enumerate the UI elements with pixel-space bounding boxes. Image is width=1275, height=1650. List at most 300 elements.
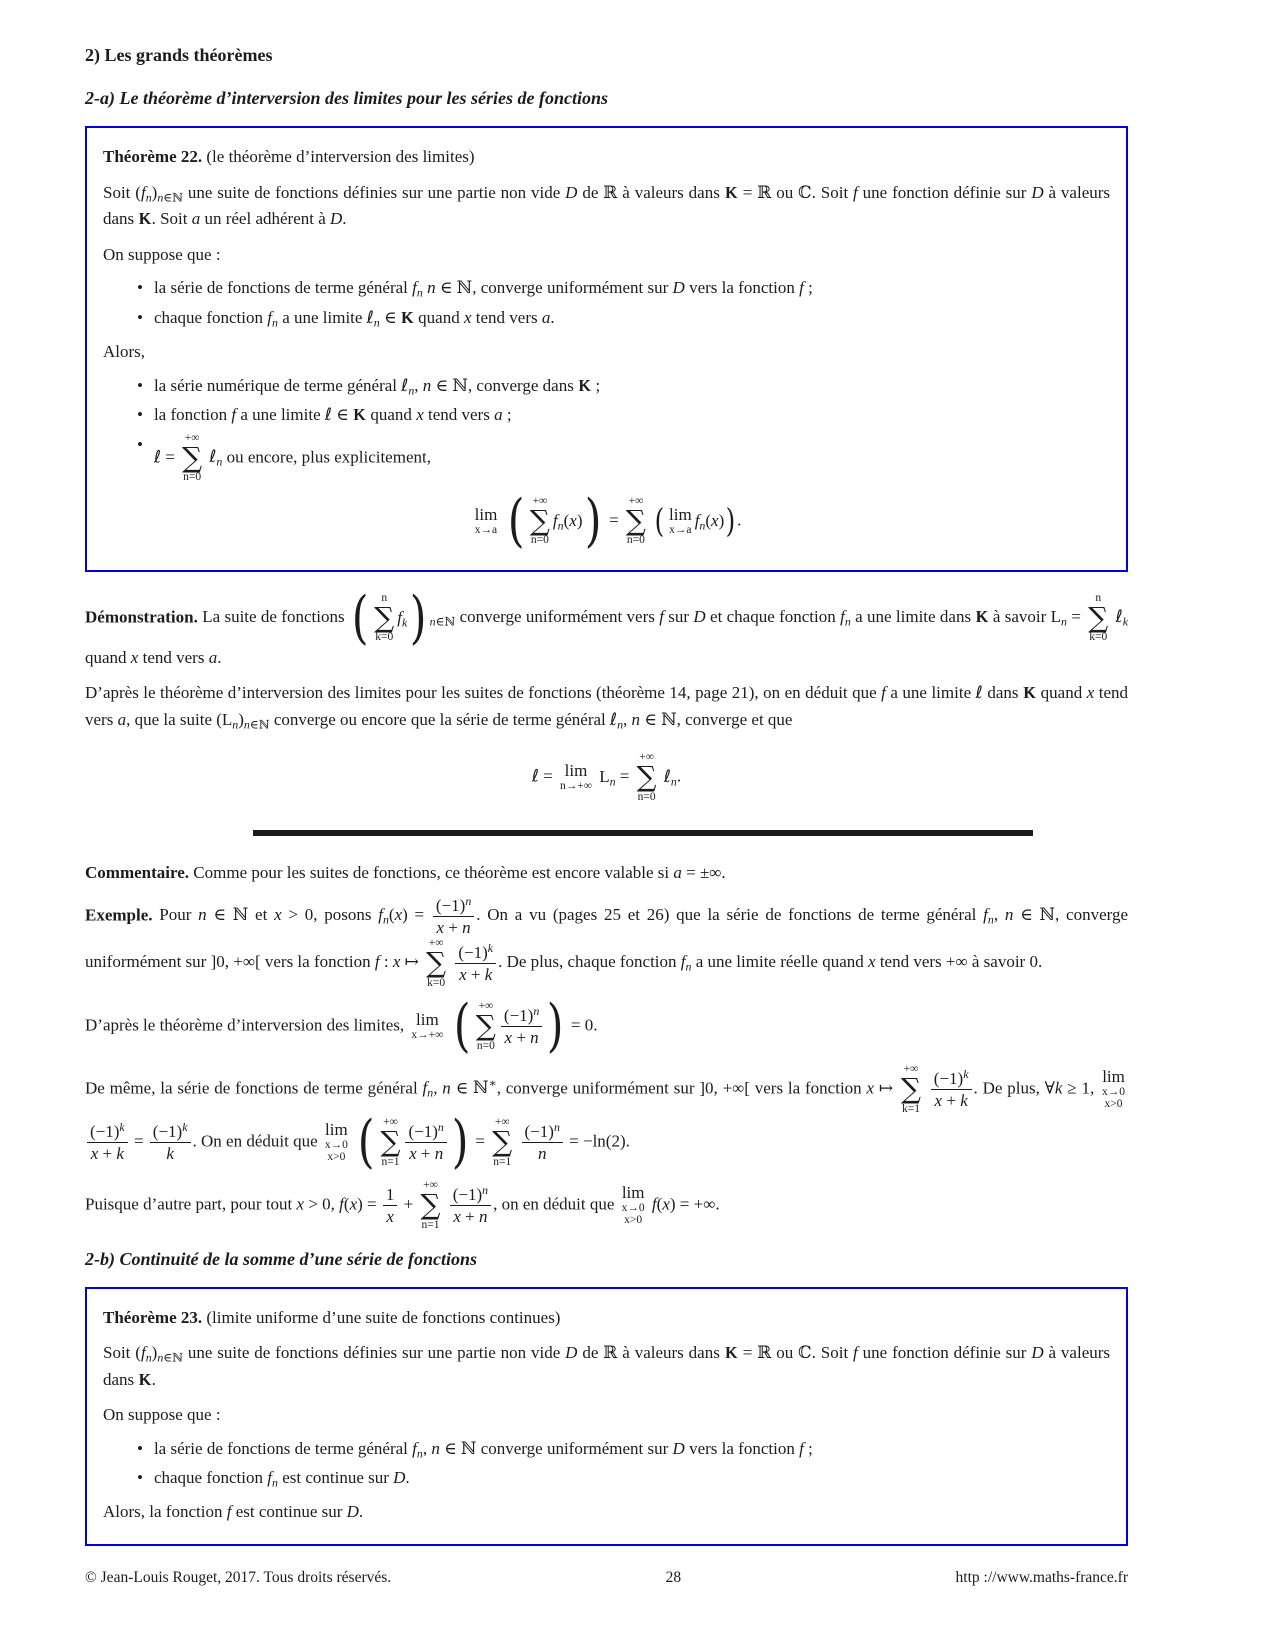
demonstration-paragraph: [85, 584, 1129, 671]
math-variable: n: [844, 614, 851, 629]
sigma-symbol: ∑: [374, 600, 395, 634]
superscript: [554, 1120, 560, 1134]
math-variable: x: [416, 405, 424, 424]
math-variable: f: [853, 182, 858, 202]
double-struck-letter: ℕ: [258, 717, 270, 732]
text-run: ∈: [163, 190, 173, 205]
math-variable: D: [330, 209, 343, 228]
text-run: =: [604, 509, 623, 529]
math-variable: x: [934, 1090, 943, 1110]
double-struck-letter: ℕ: [172, 1350, 183, 1365]
math-variable: x: [436, 917, 445, 937]
sigma-symbol: ∑: [475, 1008, 496, 1042]
text-run: (−1): [90, 1121, 120, 1141]
text-run: ) =: [402, 905, 431, 925]
text-run: la série de fonctions de terme général: [153, 1438, 413, 1458]
text-run: +: [466, 964, 485, 984]
blackboard-k: K: [1023, 683, 1037, 703]
sum-lower-bound: n=0: [626, 534, 645, 547]
text-run: ,: [433, 1078, 443, 1098]
parenthesized-group: ( n ∑ k=0 $f_k$ ): [351, 584, 427, 652]
sum-upper-bound: +∞: [478, 999, 494, 1012]
text-run: ;: [591, 375, 601, 395]
text-run: ou: [771, 1343, 799, 1363]
page-footer: [85, 1566, 1128, 1589]
text-run: .: [405, 1468, 410, 1488]
text-run: la fonction: [153, 405, 232, 424]
sum-operator: [626, 495, 646, 548]
demonstration-paragraph-2: [85, 680, 1128, 733]
math-variable: n: [373, 315, 380, 330]
text-run: =: [160, 446, 180, 466]
double-struck-letter: ℓ: [531, 766, 539, 787]
math-variable: n: [533, 1003, 540, 1018]
lim-word: lim: [325, 1119, 348, 1139]
numerator: [522, 1119, 563, 1142]
limit-condition: x>0: [624, 1214, 643, 1227]
text-run: +: [416, 1143, 435, 1163]
text-run: ∈: [163, 1350, 173, 1365]
math-variable: n: [145, 1350, 152, 1365]
double-struck-letter: ℝ: [757, 1343, 772, 1364]
text-run: Soit: [103, 1343, 136, 1363]
sum-operator: [530, 495, 550, 548]
text-run: (: [656, 1194, 663, 1214]
math-variable: D: [672, 1438, 685, 1458]
subsection-heading-2a: 2-a) Le théorème d’interversion des limites pour les séries de fonctions: [85, 88, 608, 108]
fraction: [405, 1119, 446, 1163]
theorem-22-display-equation: [103, 487, 1110, 555]
demonstration-label: Démonstration.: [85, 606, 198, 626]
text-run: converge ou encore que la série de terme général: [269, 709, 611, 729]
limit-condition: x→+∞: [411, 1028, 444, 1041]
denominator: [405, 1142, 446, 1163]
text-run: La suite de fonctions: [197, 606, 349, 626]
text-run: .: [217, 647, 222, 667]
lim-word: lim: [621, 1182, 645, 1202]
limit-operator: [622, 1184, 645, 1227]
math-variable: k: [401, 615, 408, 630]
math-variable: n: [478, 1206, 488, 1226]
text-run: =: [471, 1131, 490, 1151]
text-run: > 0, posons: [281, 905, 379, 925]
text-run: (−1): [435, 895, 466, 915]
text-run: ∈: [1013, 905, 1040, 925]
math-variable: n: [216, 454, 223, 469]
text-run: (−1): [933, 1068, 964, 1088]
text-run: Comme pour les suites de fonctions, ce théorème est encore valable si: [189, 863, 674, 883]
sigma-symbol: ∑: [380, 1125, 401, 1158]
theorem-23-box: [85, 1287, 1128, 1547]
subscripted-expression: [412, 1438, 423, 1461]
text-run: +: [444, 917, 463, 937]
math-variable: n: [408, 383, 415, 398]
text-run: une fonction définie sur: [857, 1343, 1032, 1363]
text-run: ∈: [435, 614, 445, 629]
theorem-23-label: Théorème 23.: [103, 1307, 203, 1327]
text-run: (: [343, 1194, 350, 1214]
sum-upper-bound: +∞: [184, 431, 200, 444]
text-run: ∈: [331, 405, 353, 424]
text-run: quand: [413, 307, 464, 327]
superscript: [482, 1183, 488, 1197]
text-run: dans: [982, 683, 1024, 703]
text-run: +: [942, 1090, 961, 1110]
text-run: (−1): [408, 1121, 438, 1141]
math-variable: f: [694, 511, 700, 531]
exemple-label: Exemple.: [85, 905, 153, 925]
math-variable: x: [90, 1143, 99, 1163]
double-struck-letter: ℓ: [366, 307, 374, 328]
denominator: [450, 1205, 491, 1226]
subscripted-expression: [610, 709, 624, 732]
text-run: converge uniformément vers: [455, 606, 660, 626]
text-run: +: [460, 1206, 479, 1226]
footer-url: http ://www.maths-france.fr: [955, 1569, 1128, 1586]
text-run: ou encore, plus explicitement,: [222, 446, 431, 466]
numerator: [150, 1119, 191, 1142]
subscripted-expression: [135, 1343, 183, 1365]
numerator: [87, 1119, 128, 1142]
numerator: [931, 1066, 972, 1089]
text-run: ou: [771, 182, 799, 202]
sum-upper-bound: n: [1095, 591, 1102, 604]
superscript: [489, 1076, 497, 1090]
text-run: =: [615, 766, 634, 786]
text-run: tend vers +∞ à savoir 0.: [875, 952, 1043, 972]
denominator: [455, 963, 496, 984]
math-variable: D: [346, 1501, 359, 1521]
text-run: +: [512, 1027, 531, 1047]
text-run: =: [737, 182, 758, 202]
math-variable: f: [552, 511, 558, 531]
sum-operator: [901, 1063, 921, 1116]
subscripted-expression: [243, 710, 270, 732]
math-variable: n: [271, 1475, 278, 1490]
sum-upper-bound: +∞: [903, 1062, 919, 1075]
math-variable: n: [157, 1350, 164, 1365]
sum-lower-bound: n=1: [381, 1155, 400, 1168]
superscripted-expression: [458, 940, 494, 962]
math-variable: n: [429, 614, 436, 629]
math-variable: a: [191, 209, 201, 228]
text-run: D’après le théorème d’interversion des limites,: [85, 1015, 409, 1035]
superscripted-expression: [473, 1078, 497, 1097]
text-run: à valeurs dans: [617, 1343, 725, 1363]
sum-lower-bound: k=0: [375, 631, 394, 644]
math-variable: n: [465, 893, 472, 908]
fraction: [450, 1182, 491, 1226]
superscript: [182, 1120, 187, 1134]
math-variable: x: [463, 307, 472, 327]
demonstration-equation: [85, 751, 1128, 804]
math-variable: f: [799, 278, 804, 297]
numerator: [501, 1003, 542, 1026]
subscripted-expression: [267, 1468, 278, 1490]
math-variable: f: [267, 307, 272, 327]
lim-word: lim: [474, 504, 498, 524]
subscripted-expression: [840, 606, 851, 629]
math-variable: k: [166, 1143, 174, 1163]
subscript: [244, 717, 270, 731]
math-variable: f: [881, 683, 886, 703]
theorem-22-subtitle: (le théorème d’interversion des limites): [202, 147, 475, 166]
theorem-22-label: Théorème 22.: [103, 147, 203, 166]
text-run: ↦: [400, 952, 424, 972]
subscripted-expression: [209, 446, 223, 469]
double-struck-letter: ℕ: [452, 375, 468, 396]
text-run: a une limite dans: [850, 606, 976, 626]
text-run: . Soit: [811, 1343, 854, 1363]
text-run: ∈: [249, 717, 259, 732]
subscripted-expression: [412, 278, 423, 300]
text-run: (: [563, 511, 570, 531]
lim-word: lim: [564, 761, 588, 781]
math-variable: n: [442, 1078, 451, 1098]
math-variable: a: [541, 307, 551, 327]
text-run: est continue sur: [231, 1501, 347, 1521]
subscripted-expression: [349, 584, 456, 652]
sum-operator: [426, 937, 446, 990]
math-variable: n: [434, 1143, 444, 1163]
math-variable: f: [140, 182, 146, 202]
math-variable: f: [422, 1078, 428, 1098]
text-run: sur: [663, 606, 694, 626]
theorem-22-title: [103, 144, 1110, 170]
text-run: (L: [216, 709, 233, 729]
lim-word: lim: [669, 504, 692, 524]
sigma-symbol: ∑: [426, 945, 447, 979]
text-run: (: [705, 511, 712, 531]
math-variable: n: [553, 1119, 560, 1134]
text-run: ,: [993, 905, 1005, 925]
parenthesized-group: ( lim x→a $f_n$ ( x ) ): [654, 501, 736, 541]
lim-word: lim: [1102, 1066, 1125, 1086]
sum-lower-bound: k=0: [1089, 631, 1108, 644]
numerator: [455, 940, 496, 963]
subscripted-expression: [397, 605, 407, 631]
text-run: .: [342, 209, 347, 228]
limit-condition: x→a: [669, 523, 692, 536]
text-run: , converge uniformément sur ]0, +∞[ vers la fonction: [496, 1078, 867, 1098]
math-variable: x: [1086, 683, 1095, 703]
limit-condition: x>0: [327, 1151, 346, 1164]
denominator: [522, 1142, 563, 1163]
exemple-paragraph-4: [85, 1179, 1128, 1232]
math-variable: f: [412, 278, 417, 297]
sum-lower-bound: n=0: [476, 1039, 495, 1052]
math-variable: f: [659, 606, 664, 626]
double-struck-letter: ℕ: [460, 1438, 477, 1459]
text-run: . Soit: [811, 182, 854, 202]
subscripted-expression: [216, 710, 232, 729]
math-variable: f: [231, 405, 237, 424]
denominator: [931, 1089, 972, 1110]
double-struck-letter: ℓ: [401, 375, 409, 396]
text-run: .: [358, 1501, 364, 1521]
math-variable: n: [382, 912, 389, 927]
double-struck-letter: ℝ: [757, 182, 772, 203]
math-variable: a: [208, 647, 218, 667]
limit-condition: x→0: [621, 1201, 645, 1214]
subscript: [430, 615, 456, 629]
text-run: la série numérique de terme général: [153, 375, 402, 395]
sigma-symbol: ∑: [625, 503, 646, 537]
sigma-symbol: ∑: [900, 1071, 921, 1105]
subscript: [417, 286, 423, 300]
text-run: = ±∞.: [681, 863, 726, 883]
denominator: [501, 1026, 542, 1047]
text-run: . De plus, chaque fonction: [498, 952, 681, 972]
superscript: [963, 1067, 968, 1081]
denominator: [433, 916, 474, 937]
double-struck-letter: ℓ: [975, 683, 983, 704]
limit-operator: [475, 506, 498, 536]
text-run: ;: [502, 405, 512, 424]
sigma-symbol: ∑: [182, 440, 203, 474]
text-run: (−1): [152, 1121, 183, 1141]
math-variable: n: [1004, 905, 1014, 925]
text-run: , que la suite: [126, 709, 217, 729]
math-variable: k: [116, 1143, 124, 1163]
math-variable: f: [378, 905, 383, 925]
math-variable: x: [409, 1143, 417, 1163]
double-struck-letter: ℓ: [153, 446, 161, 467]
text-run: ≥ 1,: [1062, 1078, 1100, 1098]
sum-lower-bound: k=1: [901, 1102, 920, 1115]
text-run: vers la fonction: [684, 1438, 800, 1458]
text-run: à valeurs dans: [103, 1343, 1111, 1389]
text-run: la série de fonctions de terme général: [153, 278, 413, 297]
parenthesized-group: ( +∞ ∑ n=0 $\frac{(-1)^n}{x + n}$ ): [453, 992, 564, 1060]
theorem-23-conclusion: [103, 1499, 1110, 1525]
text-run: +: [399, 1194, 418, 1214]
sum-lower-bound: n=1: [493, 1155, 512, 1168]
math-variable: f: [983, 905, 988, 925]
math-variable: n: [987, 912, 994, 927]
math-variable: n: [232, 717, 239, 732]
math-variable: f: [799, 1438, 804, 1458]
math-variable: k: [1122, 614, 1129, 629]
subsection-heading-2b: 2-b) Continuité de la somme d’une série de fonctions: [85, 1248, 478, 1269]
sigma-symbol: ∑: [420, 1188, 441, 1222]
sum-upper-bound: +∞: [639, 751, 654, 764]
subscripted-expression: [680, 952, 692, 974]
math-variable: n: [422, 375, 432, 395]
text-run: L: [1050, 606, 1062, 626]
commentaire-paragraph: [85, 860, 1128, 886]
text-run: Puisque d’autre part, pour tout: [85, 1194, 297, 1214]
text-run: =: [737, 1343, 758, 1363]
exemple-paragraph-1: [85, 893, 1129, 990]
limit-operator: [325, 1121, 348, 1164]
sum-upper-bound: +∞: [428, 936, 444, 949]
math-variable: x: [868, 952, 876, 972]
sum-lower-bound: n=0: [183, 471, 202, 484]
subscript: [1123, 615, 1128, 629]
text-run: chaque fonction: [153, 1468, 268, 1488]
double-struck-letter: ℕ: [661, 709, 677, 730]
superscripted-expression: [503, 1003, 540, 1025]
math-variable: n: [617, 717, 624, 732]
text-run: un réel adhérent à: [200, 209, 331, 228]
text-run: . De plus, ∀: [973, 1078, 1055, 1098]
text-run: .: [151, 1369, 156, 1389]
math-variable: k: [484, 964, 493, 984]
superscript: [533, 1004, 539, 1018]
math-variable: D: [565, 1343, 578, 1363]
sum-lower-bound: n=1: [421, 1218, 440, 1231]
blackboard-k: K: [138, 1369, 152, 1389]
math-variable: x: [130, 647, 139, 667]
text-run: à savoir: [988, 606, 1051, 626]
text-run: de: [577, 1343, 604, 1363]
text-run: et: [248, 905, 275, 925]
math-variable: n: [427, 278, 436, 297]
sum-operator: [1088, 592, 1108, 645]
math-variable: n: [699, 518, 706, 533]
text-run: ,: [422, 1438, 432, 1458]
sigma-symbol: ∑: [492, 1125, 513, 1158]
text-run: tend vers: [138, 647, 209, 667]
text-run: L: [599, 766, 610, 786]
math-variable: n: [631, 709, 641, 729]
subscripted-expression: [140, 1343, 152, 1365]
subscripted-expression: [378, 905, 389, 927]
text-run: a une limite: [236, 405, 325, 424]
fraction: [522, 1119, 563, 1163]
math-variable: x: [711, 511, 719, 531]
subscript: [157, 190, 183, 204]
paren-body: [371, 592, 407, 645]
paren-body: [473, 1000, 544, 1053]
theorem-22-hypothesis-2: [103, 305, 1110, 332]
math-variable: k: [960, 1090, 968, 1110]
numerator: [405, 1119, 446, 1142]
theorem-23-subtitle: (limite uniforme d’une suite de fonctions continues): [202, 1307, 561, 1327]
sum-upper-bound: n: [381, 591, 388, 604]
text-run: tend vers: [85, 683, 1128, 729]
double-struck-letter: ℓ: [663, 766, 671, 787]
math-variable: n: [609, 774, 616, 789]
text-run: ∈: [206, 905, 233, 925]
denominator: [383, 1205, 398, 1226]
end-of-proof-bar: [253, 830, 1033, 836]
text-run: [924, 1078, 929, 1097]
math-variable: k: [182, 1119, 188, 1134]
text-run: ∈: [640, 709, 662, 729]
section-heading: 2) Les grands théorèmes: [85, 45, 273, 65]
math-variable: n: [271, 315, 278, 330]
text-run: D’après le théorème d’interversion des limites pour les suites de fonctions (théorème 14, page 21), on en déduit que: [85, 683, 882, 703]
text-run: =: [1067, 606, 1086, 626]
sum-operator: [182, 432, 202, 485]
text-run: ) = +∞.: [669, 1194, 720, 1214]
math-variable: f: [397, 608, 402, 628]
subscripted-expression: [599, 766, 616, 789]
superscripted-expression: [152, 1119, 188, 1141]
double-struck-letter: ℂ: [798, 182, 812, 203]
limit-operator: [560, 762, 592, 792]
blackboard-k: K: [724, 1343, 738, 1363]
text-run: a une limite: [885, 683, 976, 703]
math-variable: x: [459, 964, 467, 984]
math-variable: x: [296, 1194, 305, 1214]
limit-operator: [411, 1011, 443, 1041]
limit-condition: x→a: [474, 523, 498, 536]
sum-lower-bound: k=0: [427, 976, 446, 989]
sum-upper-bound: +∞: [628, 494, 644, 507]
